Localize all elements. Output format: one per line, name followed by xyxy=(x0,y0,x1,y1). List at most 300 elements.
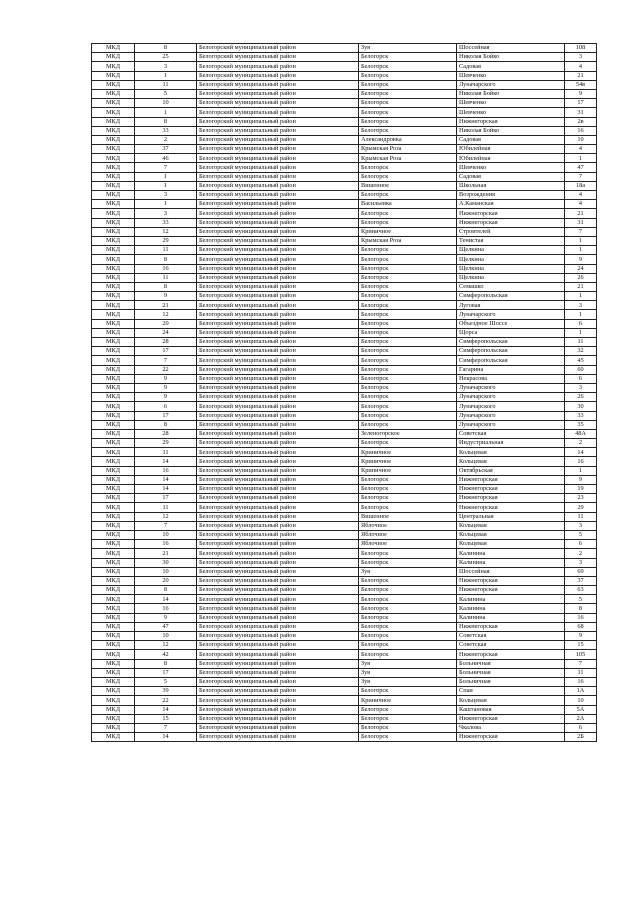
cell-house: 11 xyxy=(565,512,597,521)
cell-type: МКД xyxy=(92,200,135,209)
cell-street: Нижнегорская xyxy=(457,586,565,595)
table-row xyxy=(92,650,597,659)
table-row xyxy=(92,99,597,108)
cell-street: Нижнегорская xyxy=(457,622,565,631)
cell-locality: Белогорск xyxy=(359,613,457,622)
table-row xyxy=(92,154,597,163)
cell-type: МКД xyxy=(92,540,135,549)
cell-type: МКД xyxy=(92,439,135,448)
cell-num: 8 xyxy=(135,586,197,595)
cell-locality: Яблочное xyxy=(359,530,457,539)
cell-num: 11 xyxy=(135,246,197,255)
cell-type: МКД xyxy=(92,191,135,200)
cell-num: 10 xyxy=(135,99,197,108)
cell-num: 37 xyxy=(135,145,197,154)
cell-locality: Белогорск xyxy=(359,292,457,301)
cell-num: 3 xyxy=(135,62,197,71)
cell-street: Советская xyxy=(457,641,565,650)
cell-district: Белогорский муниципальный район xyxy=(197,448,359,457)
cell-house: 1А xyxy=(565,687,597,696)
cell-type: МКД xyxy=(92,264,135,273)
cell-street: Луначарского xyxy=(457,420,565,429)
cell-type: МКД xyxy=(92,282,135,291)
cell-num: 10 xyxy=(135,530,197,539)
cell-house: 16 xyxy=(565,457,597,466)
cell-street: Тенистая xyxy=(457,236,565,245)
cell-street: Шоссейная xyxy=(457,44,565,53)
table-row xyxy=(92,255,597,264)
cell-num: 7 xyxy=(135,521,197,530)
cell-num: 33 xyxy=(135,126,197,135)
cell-locality: Вишенное xyxy=(359,181,457,190)
cell-num: 9 xyxy=(135,292,197,301)
cell-type: МКД xyxy=(92,319,135,328)
cell-type: МКД xyxy=(92,145,135,154)
cell-street: Нижнегорская xyxy=(457,650,565,659)
cell-district: Белогорский муниципальный район xyxy=(197,365,359,374)
cell-locality: Белогорск xyxy=(359,402,457,411)
cell-num: 28 xyxy=(135,429,197,438)
table-row xyxy=(92,411,597,420)
cell-num: 12 xyxy=(135,227,197,236)
cell-num: 14 xyxy=(135,733,197,742)
cell-house: 19 xyxy=(565,485,597,494)
table-row xyxy=(92,356,597,365)
cell-num: 29 xyxy=(135,439,197,448)
cell-type: МКД xyxy=(92,659,135,668)
cell-type: МКД xyxy=(92,53,135,62)
table-row xyxy=(92,218,597,227)
cell-house: 9 xyxy=(565,632,597,641)
cell-street: Кольцевая xyxy=(457,521,565,530)
table-row xyxy=(92,733,597,742)
cell-district: Белогорский муниципальный район xyxy=(197,632,359,641)
cell-house: 26 xyxy=(565,393,597,402)
cell-num: 16 xyxy=(135,540,197,549)
cell-locality: Белогорск xyxy=(359,255,457,264)
cell-num: 16 xyxy=(135,466,197,475)
cell-district: Белогорский муниципальный район xyxy=(197,723,359,732)
cell-locality: Белогорск xyxy=(359,246,457,255)
cell-num: 6 xyxy=(135,402,197,411)
cell-type: МКД xyxy=(92,723,135,732)
cell-house: 32 xyxy=(565,347,597,356)
cell-house: 6 xyxy=(565,540,597,549)
table-row xyxy=(92,273,597,282)
cell-street: А.Каманская xyxy=(457,200,565,209)
table-row xyxy=(92,632,597,641)
cell-street: Нижнегорская xyxy=(457,494,565,503)
cell-street: Объездное Шоссе xyxy=(457,319,565,328)
cell-street: Кольцевая xyxy=(457,530,565,539)
cell-locality: Белогорск xyxy=(359,383,457,392)
cell-house: 54в xyxy=(565,80,597,89)
cell-district: Белогорский муниципальный район xyxy=(197,71,359,80)
cell-type: МКД xyxy=(92,429,135,438)
cell-street: Луговая xyxy=(457,301,565,310)
table-row xyxy=(92,576,597,585)
cell-num: 14 xyxy=(135,457,197,466)
cell-house: 4 xyxy=(565,191,597,200)
table-row xyxy=(92,191,597,200)
cell-locality: Белогорск xyxy=(359,117,457,126)
cell-locality: Александровка xyxy=(359,135,457,144)
cell-street: Школьная xyxy=(457,181,565,190)
cell-district: Белогорский муниципальный район xyxy=(197,411,359,420)
cell-type: МКД xyxy=(92,135,135,144)
cell-district: Белогорский муниципальный район xyxy=(197,53,359,62)
table-row xyxy=(92,485,597,494)
cell-house: 5 xyxy=(565,530,597,539)
cell-type: МКД xyxy=(92,402,135,411)
cell-locality: Белогорск xyxy=(359,89,457,98)
cell-house: 2 xyxy=(565,439,597,448)
cell-street: Октябрьская xyxy=(457,466,565,475)
cell-num: 16 xyxy=(135,264,197,273)
cell-locality: Белогорск xyxy=(359,328,457,337)
cell-house: 2Б xyxy=(565,733,597,742)
cell-locality: Зуя xyxy=(359,659,457,668)
cell-type: МКД xyxy=(92,641,135,650)
cell-district: Белогорский муниципальный район xyxy=(197,687,359,696)
cell-district: Белогорский муниципальный район xyxy=(197,62,359,71)
cell-type: МКД xyxy=(92,595,135,604)
cell-type: МКД xyxy=(92,383,135,392)
table-row xyxy=(92,567,597,576)
cell-num: 5 xyxy=(135,89,197,98)
cell-district: Белогорский муниципальный район xyxy=(197,586,359,595)
table-row xyxy=(92,347,597,356)
cell-street: Николая Бойко xyxy=(457,53,565,62)
cell-street: Каштановая xyxy=(457,705,565,714)
cell-street: Больничная xyxy=(457,668,565,677)
cell-type: МКД xyxy=(92,512,135,521)
cell-type: МКД xyxy=(92,218,135,227)
cell-num: 14 xyxy=(135,475,197,484)
table-row xyxy=(92,448,597,457)
cell-street: Садовая xyxy=(457,172,565,181)
cell-locality: Белогорск xyxy=(359,558,457,567)
cell-district: Белогорский муниципальный район xyxy=(197,475,359,484)
cell-locality: Белогорск xyxy=(359,71,457,80)
table-row xyxy=(92,558,597,567)
cell-street: Калинина xyxy=(457,549,565,558)
table-row xyxy=(92,292,597,301)
cell-house: 4 xyxy=(565,62,597,71)
table-row xyxy=(92,246,597,255)
cell-type: МКД xyxy=(92,374,135,383)
cell-locality: Белогорск xyxy=(359,347,457,356)
cell-locality: Белогорск xyxy=(359,356,457,365)
cell-type: МКД xyxy=(92,181,135,190)
cell-house: 16 xyxy=(565,677,597,686)
cell-locality: Белогорск xyxy=(359,687,457,696)
cell-num: 1 xyxy=(135,108,197,117)
table-row xyxy=(92,613,597,622)
table-row xyxy=(92,475,597,484)
cell-house: 1 xyxy=(565,236,597,245)
cell-locality: Белогорск xyxy=(359,338,457,347)
cell-house: 3 xyxy=(565,521,597,530)
cell-locality: Белогорск xyxy=(359,641,457,650)
cell-district: Белогорский муниципальный район xyxy=(197,558,359,567)
cell-type: МКД xyxy=(92,62,135,71)
table-row xyxy=(92,641,597,650)
table-row xyxy=(92,714,597,723)
cell-locality: Белогорск xyxy=(359,62,457,71)
cell-type: МКД xyxy=(92,393,135,402)
cell-street: Симферопольская xyxy=(457,292,565,301)
cell-house: 26 xyxy=(565,273,597,282)
cell-num: 11 xyxy=(135,273,197,282)
cell-house: 60 xyxy=(565,365,597,374)
cell-num: 9 xyxy=(135,383,197,392)
cell-district: Белогорский муниципальный район xyxy=(197,80,359,89)
cell-locality: Белогорск xyxy=(359,172,457,181)
cell-locality: Белогорск xyxy=(359,622,457,631)
cell-locality: Белогорск xyxy=(359,99,457,108)
cell-house: 2А xyxy=(565,714,597,723)
table-row xyxy=(92,89,597,98)
cell-locality: Зуя xyxy=(359,668,457,677)
cell-num: 17 xyxy=(135,494,197,503)
cell-locality: Зеленогорское xyxy=(359,429,457,438)
cell-type: МКД xyxy=(92,365,135,374)
cell-locality: Белогорск xyxy=(359,126,457,135)
table-row xyxy=(92,135,597,144)
cell-district: Белогорский муниципальный район xyxy=(197,457,359,466)
cell-district: Белогорский муниципальный район xyxy=(197,135,359,144)
cell-type: МКД xyxy=(92,347,135,356)
cell-street: Чкалова xyxy=(457,723,565,732)
cell-locality: Белогорск xyxy=(359,420,457,429)
cell-locality: Белогорск xyxy=(359,108,457,117)
cell-type: МКД xyxy=(92,567,135,576)
table-row xyxy=(92,338,597,347)
cell-type: МКД xyxy=(92,714,135,723)
cell-num: 30 xyxy=(135,558,197,567)
cell-district: Белогорский муниципальный район xyxy=(197,705,359,714)
cell-house: 10 xyxy=(565,135,597,144)
cell-house: 105 xyxy=(565,650,597,659)
cell-num: 8 xyxy=(135,44,197,53)
table-row xyxy=(92,71,597,80)
cell-house: 9 xyxy=(565,475,597,484)
cell-district: Белогорский муниципальный район xyxy=(197,236,359,245)
cell-locality: Белогорск xyxy=(359,475,457,484)
cell-house: 9 xyxy=(565,89,597,98)
cell-num: 8 xyxy=(135,420,197,429)
table-row xyxy=(92,200,597,209)
table-row xyxy=(92,604,597,613)
cell-num: 12 xyxy=(135,641,197,650)
table-row xyxy=(92,429,597,438)
cell-house: 11 xyxy=(565,338,597,347)
table-row xyxy=(92,466,597,475)
cell-house: 3 xyxy=(565,383,597,392)
cell-district: Белогорский муниципальный район xyxy=(197,264,359,273)
cell-district: Белогорский муниципальный район xyxy=(197,595,359,604)
cell-street: Нижнегорская xyxy=(457,503,565,512)
cell-street: Щелкина xyxy=(457,264,565,273)
cell-num: 8 xyxy=(135,659,197,668)
cell-type: МКД xyxy=(92,108,135,117)
cell-num: 7 xyxy=(135,163,197,172)
table-row xyxy=(92,310,597,319)
cell-house: 1 xyxy=(565,154,597,163)
cell-street: Строителей xyxy=(457,227,565,236)
cell-locality: Вишенное xyxy=(359,512,457,521)
cell-locality: Белогорск xyxy=(359,393,457,402)
cell-type: МКД xyxy=(92,328,135,337)
table-row xyxy=(92,145,597,154)
cell-house: 1 xyxy=(565,328,597,337)
cell-street: Индустриальная xyxy=(457,439,565,448)
cell-num: 1 xyxy=(135,172,197,181)
cell-house: 6 xyxy=(565,723,597,732)
cell-num: 9 xyxy=(135,613,197,622)
cell-house: 16 xyxy=(565,613,597,622)
table-row xyxy=(92,117,597,126)
cell-house: 17 xyxy=(565,99,597,108)
table-row xyxy=(92,172,597,181)
table-row xyxy=(92,668,597,677)
cell-street: Гагарина xyxy=(457,365,565,374)
cell-house: 35 xyxy=(565,420,597,429)
cell-type: МКД xyxy=(92,558,135,567)
cell-num: 42 xyxy=(135,650,197,659)
table-row xyxy=(92,420,597,429)
table-row xyxy=(92,439,597,448)
cell-locality: Белогорск xyxy=(359,163,457,172)
cell-house: 21 xyxy=(565,209,597,218)
cell-locality: Белогорск xyxy=(359,632,457,641)
cell-locality: Белогорск xyxy=(359,733,457,742)
cell-district: Белогорский муниципальный район xyxy=(197,714,359,723)
cell-house: 24 xyxy=(565,264,597,273)
cell-locality: Белогорск xyxy=(359,411,457,420)
cell-locality: Белогорск xyxy=(359,723,457,732)
table-row xyxy=(92,328,597,337)
cell-type: МКД xyxy=(92,99,135,108)
cell-house: 108 xyxy=(565,44,597,53)
cell-num: 1 xyxy=(135,181,197,190)
cell-locality: Белогорск xyxy=(359,595,457,604)
cell-district: Белогорский муниципальный район xyxy=(197,622,359,631)
cell-type: МКД xyxy=(92,356,135,365)
cell-type: МКД xyxy=(92,71,135,80)
table-row xyxy=(92,108,597,117)
cell-type: МКД xyxy=(92,117,135,126)
cell-type: МКД xyxy=(92,677,135,686)
cell-locality: Зуя xyxy=(359,677,457,686)
cell-type: МКД xyxy=(92,44,135,53)
cell-num: 11 xyxy=(135,80,197,89)
cell-street: Шевченко xyxy=(457,163,565,172)
table-row xyxy=(92,659,597,668)
cell-locality: Яблочное xyxy=(359,540,457,549)
table-row xyxy=(92,62,597,71)
cell-street: Калинина xyxy=(457,558,565,567)
cell-district: Белогорский муниципальный район xyxy=(197,677,359,686)
housing-table xyxy=(91,43,597,742)
cell-num: 22 xyxy=(135,696,197,705)
cell-street: Щорса xyxy=(457,328,565,337)
cell-house: 68 xyxy=(565,622,597,631)
cell-street: Нижнегорская xyxy=(457,576,565,585)
cell-district: Белогорский муниципальный район xyxy=(197,126,359,135)
cell-district: Белогорский муниципальный район xyxy=(197,668,359,677)
cell-type: МКД xyxy=(92,338,135,347)
cell-house: 2 xyxy=(565,549,597,558)
cell-type: МКД xyxy=(92,530,135,539)
cell-house: 4 xyxy=(565,145,597,154)
cell-locality: Белогорск xyxy=(359,485,457,494)
cell-locality: Белогорск xyxy=(359,374,457,383)
cell-type: МКД xyxy=(92,475,135,484)
cell-num: 8 xyxy=(135,255,197,264)
cell-street: Центральная xyxy=(457,512,565,521)
cell-district: Белогорский муниципальный район xyxy=(197,347,359,356)
table-row xyxy=(92,540,597,549)
cell-num: 8 xyxy=(135,117,197,126)
cell-street: Щелкина xyxy=(457,246,565,255)
table-row xyxy=(92,319,597,328)
cell-district: Белогорский муниципальный район xyxy=(197,512,359,521)
cell-type: МКД xyxy=(92,236,135,245)
cell-district: Белогорский муниципальный район xyxy=(197,383,359,392)
cell-district: Белогорский муниципальный район xyxy=(197,292,359,301)
cell-house: 30 xyxy=(565,402,597,411)
cell-type: МКД xyxy=(92,576,135,585)
cell-street: Щелкина xyxy=(457,255,565,264)
cell-street: Кольцевая xyxy=(457,696,565,705)
cell-house: 7 xyxy=(565,659,597,668)
cell-type: МКД xyxy=(92,503,135,512)
table-body xyxy=(92,44,597,742)
cell-num: 9 xyxy=(135,374,197,383)
cell-district: Белогорский муниципальный район xyxy=(197,374,359,383)
cell-street: Николая Бойко xyxy=(457,89,565,98)
table-row xyxy=(92,687,597,696)
table-row xyxy=(92,677,597,686)
cell-num: 7 xyxy=(135,356,197,365)
cell-num: 11 xyxy=(135,448,197,457)
cell-num: 20 xyxy=(135,576,197,585)
cell-house: 14 xyxy=(565,448,597,457)
cell-type: МКД xyxy=(92,696,135,705)
cell-street: Нижнегорская xyxy=(457,485,565,494)
cell-type: МКД xyxy=(92,292,135,301)
cell-district: Белогорский муниципальный район xyxy=(197,393,359,402)
cell-district: Белогорский муниципальный район xyxy=(197,44,359,53)
cell-locality: Белогорск xyxy=(359,53,457,62)
cell-street: Симферопольская xyxy=(457,338,565,347)
cell-street: Калинина xyxy=(457,613,565,622)
cell-street: Шевченко xyxy=(457,71,565,80)
cell-street: Луначарского xyxy=(457,411,565,420)
cell-locality: Белогорск xyxy=(359,209,457,218)
cell-street: Луначарского xyxy=(457,402,565,411)
cell-house: 31 xyxy=(565,218,597,227)
cell-num: 16 xyxy=(135,604,197,613)
cell-house: 48А xyxy=(565,429,597,438)
cell-house: 6 xyxy=(565,374,597,383)
cell-locality: Белогорск xyxy=(359,264,457,273)
cell-num: 3 xyxy=(135,191,197,200)
cell-house: 1 xyxy=(565,292,597,301)
cell-num: 9 xyxy=(135,393,197,402)
